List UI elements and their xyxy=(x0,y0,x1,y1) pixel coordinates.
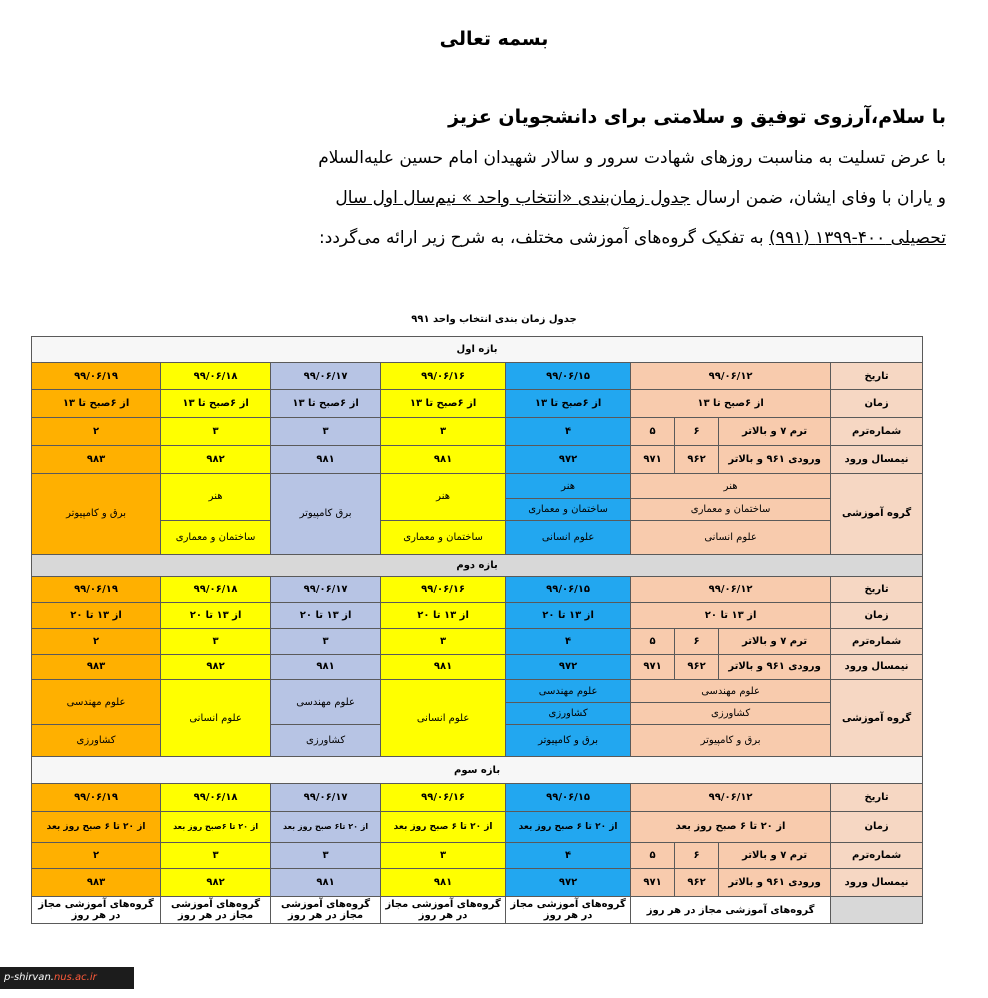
entry-cell: ورودی ۹۶۱ و بالاتر xyxy=(719,654,831,680)
page-title: بسمه تعالی xyxy=(439,28,549,50)
allowed-groups-cell: گروه‌های آموزشی مجاز در هر روز xyxy=(161,897,271,924)
dept-cell: علوم مهندسی xyxy=(32,680,161,725)
term-cell: ۳ xyxy=(271,628,381,654)
dept-cell: کشاورزی xyxy=(32,725,161,757)
label-time: زمان xyxy=(831,811,923,842)
dept-cell: ساختمان و معماری xyxy=(161,520,271,554)
term-cell: ۴ xyxy=(506,628,631,654)
dept-cell: برق و کامپیوتر xyxy=(631,725,831,757)
dept-cell: علوم مهندسی xyxy=(631,680,831,703)
intro-line-3b: جدول زمان‌بندی «انتخاب واحد » نیم‌سال اول سال xyxy=(335,188,691,208)
date-cell: ۹۹/۰۶/۱۵ xyxy=(506,784,631,812)
entry-cell: ۹۷۱ xyxy=(631,445,675,473)
date-cell: ۹۹/۰۶/۱۸ xyxy=(161,577,271,603)
period-band: بازه اول xyxy=(32,337,923,363)
term-cell: ۲ xyxy=(32,628,161,654)
label-term-number: شماره‌ترم xyxy=(831,418,923,446)
term-cell: ۳ xyxy=(161,628,271,654)
date-cell: ۹۹/۰۶/۱۸ xyxy=(161,362,271,390)
term-cell: ۶ xyxy=(675,842,719,869)
entry-cell: ۹۸۲ xyxy=(161,445,271,473)
allowed-groups-cell: گروه‌های آموزشی مجاز در هر روز xyxy=(506,897,631,924)
date-cell: ۹۹/۰۶/۱۸ xyxy=(161,784,271,812)
date-cell: ۹۹/۰۶/۱۷ xyxy=(271,362,381,390)
allowed-groups-cell: گروه‌های آموزشی مجاز در هر روز xyxy=(631,897,831,924)
term-cell: ۵ xyxy=(631,418,675,446)
entry-cell: ۹۷۲ xyxy=(506,869,631,897)
dept-cell: علوم انسانی xyxy=(381,680,506,757)
term-cell: ۳ xyxy=(381,628,506,654)
period-band: بازه سوم xyxy=(32,757,923,784)
entry-cell: ۹۷۱ xyxy=(631,654,675,680)
site-watermark-a: p-shirvan. xyxy=(4,972,54,983)
date-cell: ۹۹/۰۶/۱۲ xyxy=(631,784,831,812)
label-empty xyxy=(831,897,923,924)
date-cell: ۹۹/۰۶/۱۵ xyxy=(506,577,631,603)
label-entry-semester: نیمسال ورود xyxy=(831,654,923,680)
entry-cell: ۹۷۲ xyxy=(506,654,631,680)
dept-cell: ساختمان و معماری xyxy=(631,499,831,521)
term-cell: ۳ xyxy=(161,418,271,446)
time-cell: از ۲۰ تا۶ صبح روز بعد xyxy=(271,811,381,842)
entry-cell: ۹۶۲ xyxy=(675,869,719,897)
date-cell: ۹۹/۰۶/۱۶ xyxy=(381,577,506,603)
entry-cell: ۹۸۱ xyxy=(381,445,506,473)
time-cell: از ۲۰ تا ۶ صبح روز بعد xyxy=(631,811,831,842)
site-watermark-b: nus.ac.ir xyxy=(53,972,97,983)
label-department: گروه آموزشی xyxy=(831,680,923,757)
term-cell: ترم ۷ و بالاتر xyxy=(719,628,831,654)
dept-cell: علوم انسانی xyxy=(161,680,271,757)
entry-cell: ۹۸۱ xyxy=(271,445,381,473)
schedule-table xyxy=(31,336,923,924)
greeting-line: با سلام،آرزوی توفیق و سلامتی برای دانشجویان عزیز xyxy=(448,106,946,128)
term-cell: ۲ xyxy=(32,418,161,446)
dept-cell: کشاورزی xyxy=(631,702,831,725)
time-cell: از ۶صبح تا ۱۳ xyxy=(506,390,631,418)
label-time: زمان xyxy=(831,390,923,418)
term-cell: ۶ xyxy=(675,628,719,654)
time-cell: از ۱۳ تا ۲۰ xyxy=(381,603,506,629)
table-caption: جدول زمان بندی انتخاب واحد ۹۹۱ xyxy=(411,314,577,325)
date-cell: ۹۹/۰۶/۱۹ xyxy=(32,784,161,812)
term-cell: ۵ xyxy=(631,628,675,654)
label-department: گروه آموزشی xyxy=(831,473,923,554)
time-cell: از ۱۳ تا ۲۰ xyxy=(161,603,271,629)
label-term-number: شماره‌ترم xyxy=(831,842,923,869)
dept-cell: ساختمان و معماری xyxy=(506,499,631,521)
time-cell: از ۱۳ تا ۲۰ xyxy=(506,603,631,629)
entry-cell: ۹۷۱ xyxy=(631,869,675,897)
label-entry-semester: نیمسال ورود xyxy=(831,445,923,473)
term-cell: ترم ۷ و بالاتر xyxy=(719,842,831,869)
time-cell: از ۲۰ تا ۶ صبح روز بعد xyxy=(506,811,631,842)
time-cell: از ۱۳ تا ۲۰ xyxy=(631,603,831,629)
label-date: تاریخ xyxy=(831,577,923,603)
time-cell: از ۶صبح تا ۱۳ xyxy=(32,390,161,418)
site-watermark xyxy=(0,967,134,989)
dept-cell: علوم انسانی xyxy=(506,520,631,554)
dept-cell: هنر xyxy=(381,473,506,520)
date-cell: ۹۹/۰۶/۱۲ xyxy=(631,577,831,603)
date-cell: ۹۹/۰۶/۱۶ xyxy=(381,784,506,812)
dept-cell: علوم مهندسی xyxy=(506,680,631,703)
entry-cell: ۹۸۳ xyxy=(32,445,161,473)
date-cell: ۹۹/۰۶/۱۵ xyxy=(506,362,631,390)
date-cell: ۹۹/۰۶/۱۷ xyxy=(271,784,381,812)
date-cell: ۹۹/۰۶/۱۲ xyxy=(631,362,831,390)
entry-cell: ۹۸۳ xyxy=(32,869,161,897)
dept-cell: علوم انسانی xyxy=(631,520,831,554)
intro-line-4b: به تفکیک گروه‌های آموزشی مختلف، به شرح زیر ارائه می‌گردد: xyxy=(319,228,770,248)
dept-cell: کشاورزی xyxy=(271,725,381,757)
label-date: تاریخ xyxy=(831,362,923,390)
dept-cell: کشاورزی xyxy=(506,702,631,725)
time-cell: از ۱۳ تا ۲۰ xyxy=(32,603,161,629)
entry-cell: ورودی ۹۶۱ و بالاتر xyxy=(719,445,831,473)
entry-cell: ۹۶۲ xyxy=(675,654,719,680)
entry-cell: ۹۷۲ xyxy=(506,445,631,473)
entry-cell: ۹۸۱ xyxy=(271,869,381,897)
entry-cell: ۹۶۲ xyxy=(675,445,719,473)
term-cell: ۳ xyxy=(161,842,271,869)
time-cell: از ۲۰ تا ۶صبح روز بعد xyxy=(161,811,271,842)
time-cell: از ۲۰ تا ۶ صبح روز بعد xyxy=(32,811,161,842)
time-cell: از ۶صبح تا ۱۳ xyxy=(271,390,381,418)
label-term-number: شماره‌ترم xyxy=(831,628,923,654)
time-cell: از ۶صبح تا ۱۳ xyxy=(631,390,831,418)
label-entry-semester: نیمسال ورود xyxy=(831,869,923,897)
date-cell: ۹۹/۰۶/۱۷ xyxy=(271,577,381,603)
time-cell: از ۱۳ تا ۲۰ xyxy=(271,603,381,629)
entry-cell: ورودی ۹۶۱ و بالاتر xyxy=(719,869,831,897)
intro-line-4 xyxy=(16,228,946,248)
allowed-groups-cell: گروه‌های آموزشی مجاز در هر روز xyxy=(271,897,381,924)
entry-cell: ۹۸۲ xyxy=(161,654,271,680)
dept-cell: هنر xyxy=(506,473,631,499)
term-cell: ۴ xyxy=(506,418,631,446)
dept-cell: ساختمان و معماری xyxy=(381,520,506,554)
time-cell: از ۶صبح تا ۱۳ xyxy=(161,390,271,418)
intro-line-3 xyxy=(16,188,946,208)
entry-cell: ۹۸۱ xyxy=(271,654,381,680)
dept-cell: برق و کامپیوتر xyxy=(32,473,161,554)
time-cell: از ۶صبح تا ۱۳ xyxy=(381,390,506,418)
period-band: بازه دوم xyxy=(32,554,923,577)
entry-cell: ۹۸۳ xyxy=(32,654,161,680)
term-cell: ۲ xyxy=(32,842,161,869)
entry-cell: ۹۸۱ xyxy=(381,869,506,897)
term-cell: ۴ xyxy=(506,842,631,869)
dept-cell: علوم مهندسی xyxy=(271,680,381,725)
term-cell: ۵ xyxy=(631,842,675,869)
intro-line-4a: تحصیلی ۴۰۰-۱۳۹۹ (۹۹۱) xyxy=(769,228,946,248)
date-cell: ۹۹/۰۶/۱۹ xyxy=(32,362,161,390)
entry-cell: ۹۸۲ xyxy=(161,869,271,897)
label-date: تاریخ xyxy=(831,784,923,812)
entry-cell: ۹۸۱ xyxy=(381,654,506,680)
dept-cell: برق و کامپیوتر xyxy=(506,725,631,757)
dept-cell: هنر xyxy=(161,473,271,520)
time-cell: از ۲۰ تا ۶ صبح روز بعد xyxy=(381,811,506,842)
condolence-line: با عرض تسلیت به مناسبت روزهای شهادت سرور و سالار شهیدان امام حسین علیه‌السلام xyxy=(318,148,946,168)
term-cell: ۳ xyxy=(381,842,506,869)
dept-cell: هنر xyxy=(631,473,831,499)
date-cell: ۹۹/۰۶/۱۶ xyxy=(381,362,506,390)
dept-cell: برق کامپیوتر xyxy=(271,473,381,554)
date-cell: ۹۹/۰۶/۱۹ xyxy=(32,577,161,603)
label-time: زمان xyxy=(831,603,923,629)
term-cell: ۳ xyxy=(271,842,381,869)
term-cell: ترم ۷ و بالاتر xyxy=(719,418,831,446)
term-cell: ۳ xyxy=(271,418,381,446)
term-cell: ۶ xyxy=(675,418,719,446)
term-cell: ۳ xyxy=(381,418,506,446)
allowed-groups-cell: گروه‌های آموزشی مجاز در هر روز xyxy=(381,897,506,924)
allowed-groups-cell: گروه‌های آموزشی مجاز در هر روز xyxy=(32,897,161,924)
intro-line-3a: و یاران با وفای ایشان، ضمن ارسال xyxy=(690,188,946,208)
